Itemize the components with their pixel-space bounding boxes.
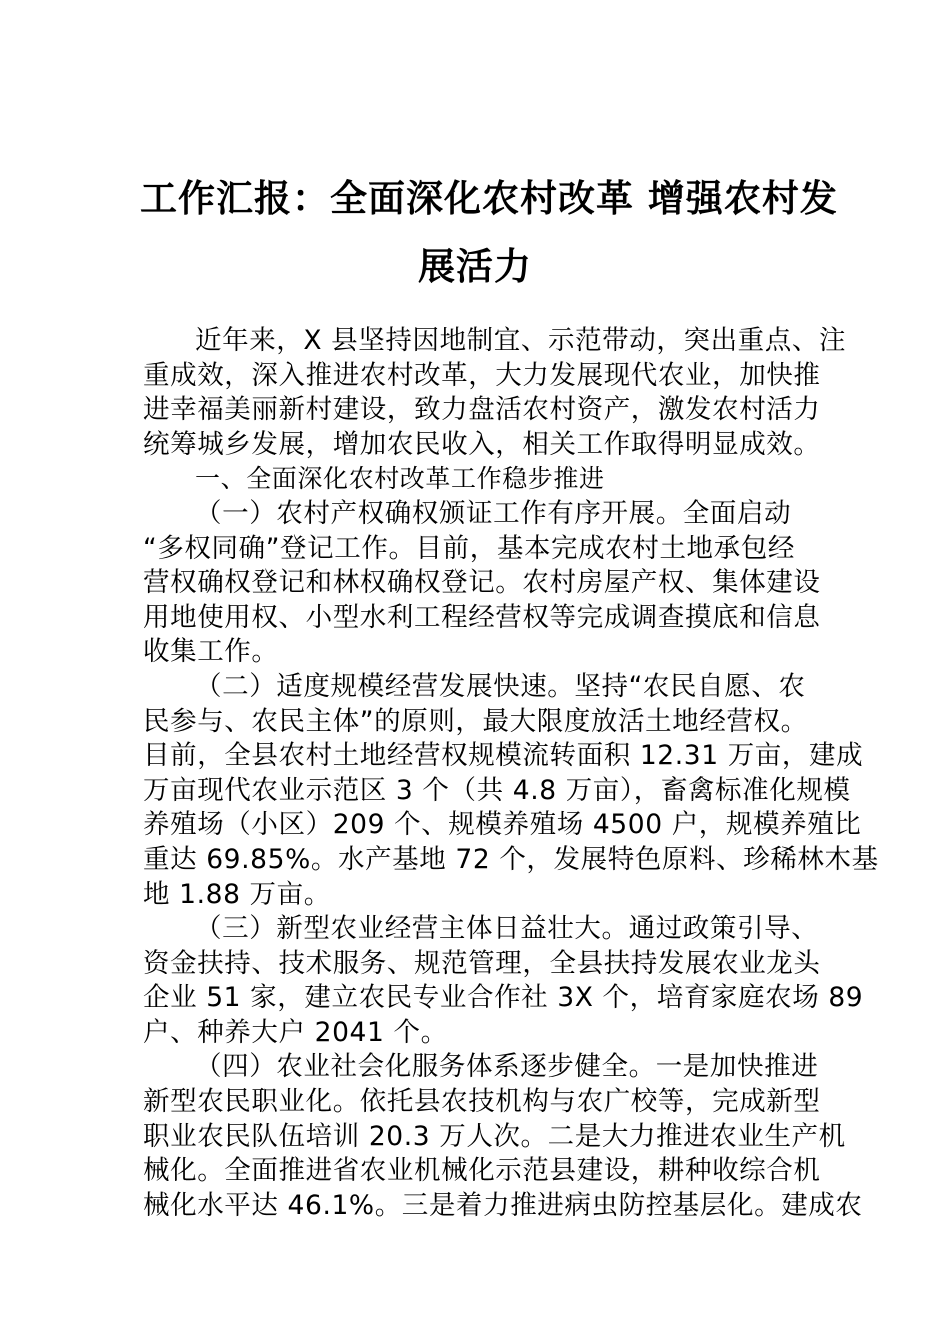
- paragraph-line: 企业 51 家，建立农民专业合作社 3X 个，培育家庭农场 89: [143, 982, 864, 1014]
- paragraph-line: 重成效，深入推进农村改革，大力发展现代农业，加快推: [143, 359, 821, 391]
- paragraph-line: （三）新型农业经营主体日益壮大。通过政策引导、: [195, 913, 819, 945]
- paragraph-line: （一）农村产权确权颁证工作有序开展。全面启动: [195, 497, 792, 529]
- paragraph-line: “多权同确”登记工作。目前，基本完成农村土地承包经: [143, 532, 795, 564]
- paragraph-line: 目前，全县农村土地经营权规模流转面积 12.31 万亩，建成: [143, 740, 864, 772]
- paragraph-line: 近年来，X 县坚持因地制宜、示范带动，突出重点、注: [195, 325, 847, 356]
- paragraph-line: 收集工作。: [143, 636, 279, 668]
- paragraph-line: 用地使用权、小型水利工程经营权等完成调查摸底和信息: [143, 601, 821, 633]
- paragraph-line: 养殖场（小区）209 个、规模养殖场 4500 户，规模养殖比: [143, 809, 862, 841]
- paragraph-line: 地 1.88 万亩。: [143, 878, 331, 910]
- paragraph-line: 进幸福美丽新村建设，致力盘活农村资产，激发农村活力: [143, 394, 821, 426]
- paragraph-line: （四）农业社会化服务体系逐步健全。一是加快推进: [195, 1051, 819, 1083]
- paragraph-line: 重达 69.85%。水产基地 72 个，发展特色原料、珍稀林木基: [143, 843, 879, 875]
- paragraph-line: 职业农民队伍培训 20.3 万人次。二是大力推进农业生产机: [143, 1120, 846, 1152]
- document-body: [143, 324, 879, 1223]
- paragraph-line: 民参与、农民主体”的原则，最大限度放活土地经营权。: [143, 705, 808, 737]
- paragraph-line: 户、种养大户 2041 个。: [143, 1016, 448, 1048]
- document-title-line-1: 工作汇报：全面深化农村改革 增强农村发: [140, 177, 838, 220]
- section-heading: 一、全面深化农村改革工作稳步推进: [195, 464, 605, 494]
- paragraph-line: 新型农民职业化。依托县农技机构与农广校等，完成新型: [143, 1086, 821, 1118]
- paragraph-line: 资金扶持、技术服务、规范管理，全县扶持发展农业龙头: [143, 947, 821, 979]
- paragraph-line: 械化。全面推进省农业机械化示范县建设，耕种收综合机: [143, 1155, 821, 1187]
- document-title-line-2: 展活力: [418, 245, 532, 288]
- paragraph-line: 统筹城乡发展，增加农民收入，相关工作取得明显成效。: [143, 428, 821, 460]
- paragraph-line: 营权确权登记和林权确权登记。农村房屋产权、集体建设: [143, 567, 821, 599]
- paragraph-line: 万亩现代农业示范区 3 个（共 4.8 万亩），畜禽标准化规模: [143, 774, 851, 806]
- paragraph-line: 械化水平达 46.1%。三是着力推进病虫防控基层化。建成农: [143, 1189, 863, 1221]
- paragraph-line: （二）适度规模经营发展快速。坚持“农民自愿、农: [195, 670, 806, 702]
